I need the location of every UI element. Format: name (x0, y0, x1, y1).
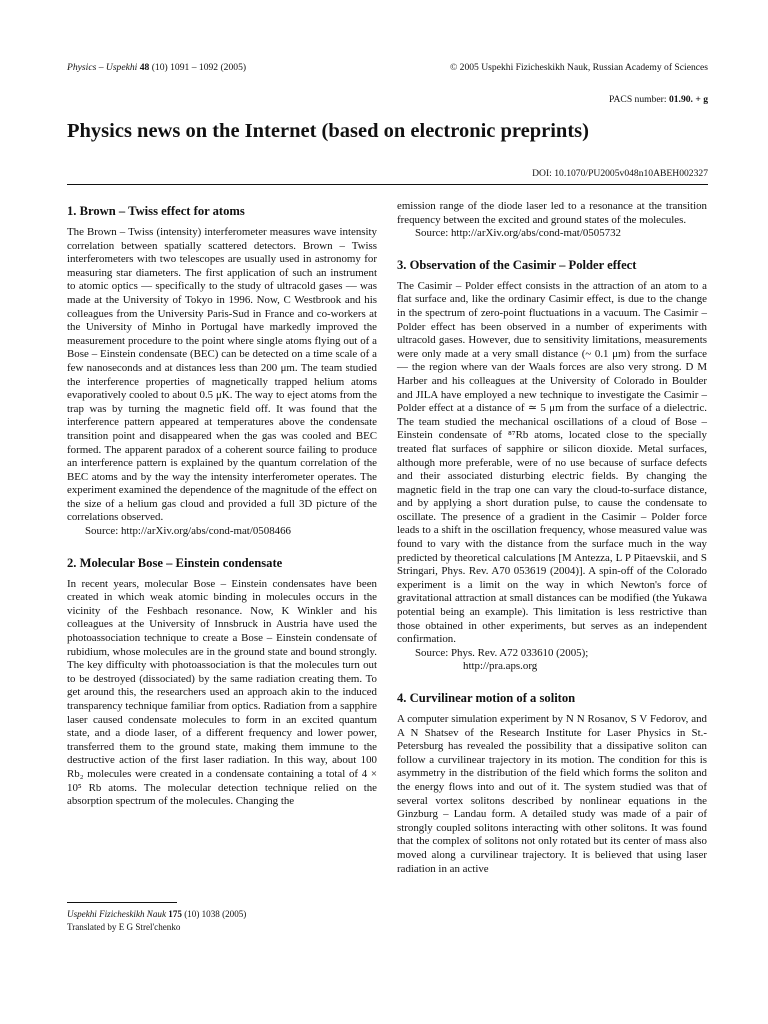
section-body-2: In recent years, molecular Bose – Einstein condensates have been created in which weak atomic binding in molecules occurs in the vicinity of the Feshbach resonance. Now, K Winkler and his colleagues at the University of Innsbruck in Austria have used the photoassociation technique to create a Bose – Einstein condensate of rubidium, whose molecules are in the ground state and bound strongly. The key difficulty with photoassociation is that the molecules turn out to be destroyed (dissociated) by the same radiation creating them. To get around this, the researchers used an approach akin to the induced transparency technique familiar from optics. Radiation from a sapphire laser caused condensate molecules to form in an excited quantum state, and a diode laser, of a different frequency and lower power, transferred them to the ground state, making them immune to the destructive action of the first laser radiation. In this way, about 100 Rb₂ molecules were created in a condensate containing a total of 4 × 10⁵ Rb atoms. The molecular detection technique relied on the absorption spectrum of the molecules. Changing the (67, 577, 377, 808)
footnote-translator: Translated by E G Strel'chenko (67, 921, 181, 932)
journal-volume: 48 (139, 62, 150, 73)
section-heading-2: 2. Molecular Bose – Einstein condensate (67, 555, 283, 570)
section-body-4: A computer simulation experiment by N N Rosanov, S V Fedorov, and A N Shatsev of the Research Institute for Laser Physics in St.-Petersburg has revealed the possibility that a dissipative soliton can follow a curvilinear trajectory in its motion. The condition for this is asymmetry in the distribution of the field which forms the soliton and the energy flows into and out of it. The system studied was that of several vortex solitons described by nonlinear equations in the Ginzburg – Landau form. A detailed study was made of a pair of strongly coupled solitons interacting with other solitons. It was found that the complex of solitons not only rotated but its center of mass also moved along a curvilinear trajectory. It is believed that using laser radiation in an active (397, 713, 707, 875)
journal-issue-pages: (10) 1091 – 1092 (2005) (149, 62, 247, 73)
doi: DOI: 10.1070/PU2005v048n10ABEH002327 (532, 168, 708, 179)
running-header-citation (67, 62, 246, 73)
footnote-original-citation (67, 908, 246, 921)
footnote-volume: 175 (168, 909, 182, 919)
footnote-journal: Uspekhi Fizicheskikh Nauk (67, 909, 166, 919)
left-column (67, 199, 377, 809)
journal-name: Physics – Uspekhi (67, 62, 138, 73)
section-source-3-url: http://pra.aps.org (463, 660, 538, 673)
section-body-3: The Casimir – Polder effect consists in the attraction of an atom to a flat surface and, like the ordinary Casimir effect, is due to the change in the spectrum of zero-point fluctuations in a vacuum. The Casimir – Polder effect has been observed in a number of experiments with ultracold gases. However, due to sensitivity limitations, measurements were only made at a very small distance (~ 0.1 μm) from the surface — the region where van der Waals forces are also very strong. D M Harber and his colleagues at the University of Colorado in Boulder and JILA have employed a new technique to investigate the Casimir – Polder effect at a distance of ≃ 5 μm from the surface of a dielectric. The team studied the mechanical oscillations of a cloud of Bose – Einstein condensate of ⁸⁷Rb atoms, located close to the specially treated flat surfaces of sapphire or silicon dioxide. Metal surfaces, although more preferable, were of no use because of surface defects and their associated disturbing electric fields. By changing the magnetic field in the trap one can vary the cloud-to-surface distance, and by applying a short duration pulse, to cause the condensate to oscillate. The presence of a gradient in the Casimir – Polder force leads to a shift in the oscillation frequency, whose measured value was found to vary with the distance from the surface much in the way predicted by theoretical calculations [M Antezza, L P Pitaevskii, and S Stringari, Phys. Rev. A70 053619 (2004)]. A spin-off of the Colorado experiment is a limit on the way in which Newton's force of gravitational attraction at small distances can be modified (the Yukawa potential being an example). This limitation is less restrictive than those obtained in other experiments, but serves as an independent confirmation. (397, 279, 707, 646)
footnote-issue-pages: (10) 1038 (2005) (181, 909, 247, 919)
pacs-value: 01.90. + g (668, 94, 708, 105)
footnote-rule (67, 902, 177, 903)
section-source-2: Source: http://arXiv.org/abs/cond-mat/0505732 (415, 227, 621, 240)
right-column (397, 199, 707, 876)
header-rule (67, 184, 708, 185)
section-source-3: Source: Phys. Rev. A72 033610 (2005); (415, 646, 589, 659)
section-source-1: Source: http://arXiv.org/abs/cond-mat/0508466 (85, 525, 291, 538)
article-title: Physics news on the Internet (based on electronic preprints) (67, 120, 589, 142)
footnote (67, 908, 246, 933)
section-body-2-continued: emission range of the diode laser led to a resonance at the transition frequency between the excited and ground states of the molecules. (397, 200, 707, 226)
pacs-label: PACS number: (609, 94, 667, 105)
section-heading-4: 4. Curvilinear motion of a soliton (397, 691, 576, 705)
section-heading-1: 1. Brown – Twiss effect for atoms (67, 204, 245, 218)
section-heading-3: 3. Observation of the Casimir – Polder effect (397, 257, 637, 272)
section-body-1: The Brown – Twiss (intensity) interferometer measures wave intensity correlation between spatially scattered detectors. Brown – Twiss interferometers with two telescopes are usually used in astronomy for measuring star diameters. The first application of such an instrument to atomic optics — specifically to the study of ultracold gases — was made at the University of Tokyo in 1996. Now, C Westbrook and his colleagues from the University Paris-Sud in France and co-workers at the University of Minho in Portugal have markedly improved the measurement procedure to the point where single atoms flying out of a Bose – Einstein condensate (BEC) can be detected on a time scale of a few nanoseconds and at distances less than 200 μm. The team studied the interference properties of magnetically trapped helium atoms evaporatively cooled to about 0.5 μK. The way to eject atoms from the trap was by turning the magnetic field off. It was found that the interference pattern appeared at temperatures above the condensate transition point and disappeared when the gas was cooled and BEC formed. The apparent paradox of a coherent source failing to produce an interference pattern is explained by the quantum correlation of the BEC atoms and by the way the intensity interferometer operates. The experiment examined the dependence of the magnitude of the effect on the size of a helium gas cloud and provided a full 3D picture of the correlations observed. (67, 226, 377, 524)
pacs-number (609, 94, 708, 105)
copyright-notice: © 2005 Uspekhi Fizicheskikh Nauk, Russian Academy of Sciences (449, 62, 708, 73)
